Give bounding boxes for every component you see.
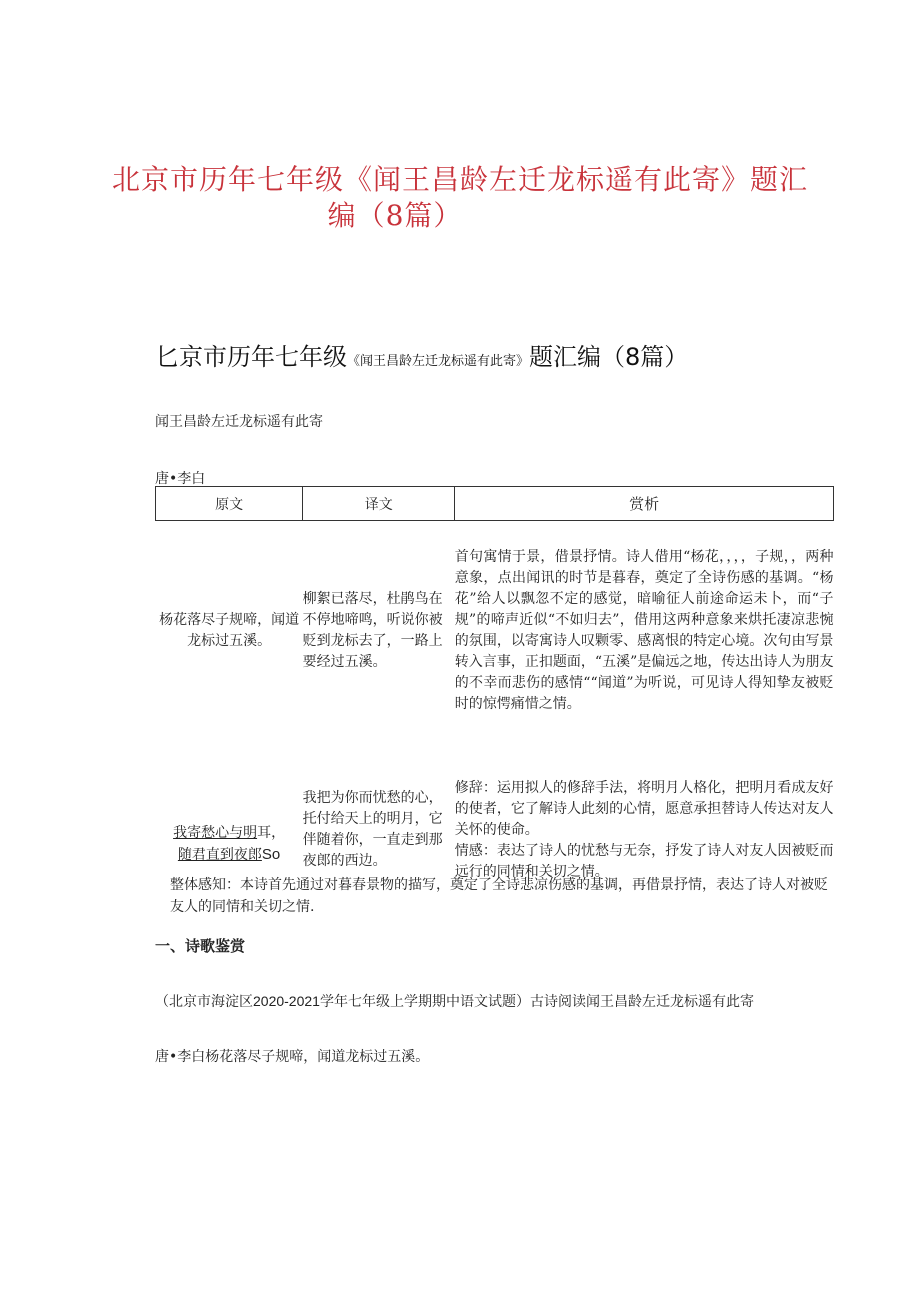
row1-original: 杨花落尽子规啼，闻道龙标过五溪。 <box>159 612 300 649</box>
poem-title: 闻王昌龄左迁龙标遥有此寄 <box>155 414 323 430</box>
section-subtitle <box>155 340 688 379</box>
header-translation: 译文 <box>303 487 455 521</box>
subtitle-suffix: 题汇编（8篇） <box>529 343 689 371</box>
table-row <box>156 521 834 742</box>
section-heading: 一、诗歌鉴赏 <box>155 937 246 955</box>
row2-original-d: So <box>261 845 281 863</box>
document-title-line2: 编（8篇） <box>327 199 463 232</box>
poem-analysis-table <box>155 486 834 919</box>
row1-translation: 柳絮已落尽，杜鹃鸟在不停地啼鸣，听说你被贬到龙标去了，一路上要经过五溪。 <box>302 591 443 670</box>
subtitle-prefix: 匕京市历年七年级 <box>155 343 347 371</box>
row2-analysis-emotion: 情感：表达了诗人的忧愁与无奈，抒发了诗人对友人因被贬而远行的同情和关切之情。 <box>454 842 834 880</box>
row1-analysis: 首句寓情于景，借景抒情。诗人借用“杨花，，，，子规，，两种意象，点出闻讯的时节是暮春，奠定了全诗伤感的基调。“杨花”给人以飘忽不定的感觉，暗喻征人前途命运未卜，而“子规”的啼声近似“不如归去”，借用这两种意象来烘托凄凉悲惋的氛围，以寄寓诗人叹颗零、感离恨的特定心境。次句由写景转入言事，正扣题面，“五溪”是偏远之地，传达出诗人为朋友的不幸而悲伤的感情““闻道”为听说，可见诗人得知挚友被贬时的惊愕痛惜之情。 <box>454 549 834 712</box>
document-title-line1: 北京市历年七年级《闻王昌龄左迁龙标遥有此寄》题汇 <box>111 163 808 196</box>
source-years: 2020-2021 <box>253 993 320 1009</box>
subtitle-poem-name: 《闻王昌龄左迁龙标遥有此寄》 <box>347 354 530 369</box>
row2-original-c: 随君直到夜郎 <box>177 846 262 863</box>
row2-original-b: 耳， <box>257 824 286 841</box>
overall-perception: 整体感知：本诗首先通过对暮春景物的描写，奠定了全诗悲凉伤感的基调，再借景抒情，表达了诗人对被贬友人的同情和关切之情. <box>170 877 828 915</box>
question-source <box>155 991 754 1011</box>
header-original: 原文 <box>156 487 303 521</box>
poem-author: 唐•李白 <box>155 471 206 487</box>
header-analysis: 赏析 <box>455 487 834 521</box>
row2-translation: 我把为你而忧愁的心，托付给天上的明月，它伴随着你，一直走到那夜郎的西边。 <box>302 790 443 869</box>
source-suffix: 学年七年级上学期期中语文试题）古诗阅读闻王昌龄左迁龙标遥有此寄 <box>319 994 754 1010</box>
row2-analysis-rhetoric: 修辞：运用拟人的修辞手法，将明月人格化，把明月看成友好的使者，它了解诗人此刻的心情，愿意承担替诗人传达对友人关怀的使命。 <box>454 779 834 838</box>
source-prefix: （北京市海淀区 <box>155 994 253 1010</box>
row2-original-a: 我寄愁心与明 <box>173 824 258 841</box>
table-header-row <box>156 487 834 521</box>
poem-first-line: 唐•李白杨花落尽子规啼，闻道龙标过五溪。 <box>155 1049 430 1065</box>
